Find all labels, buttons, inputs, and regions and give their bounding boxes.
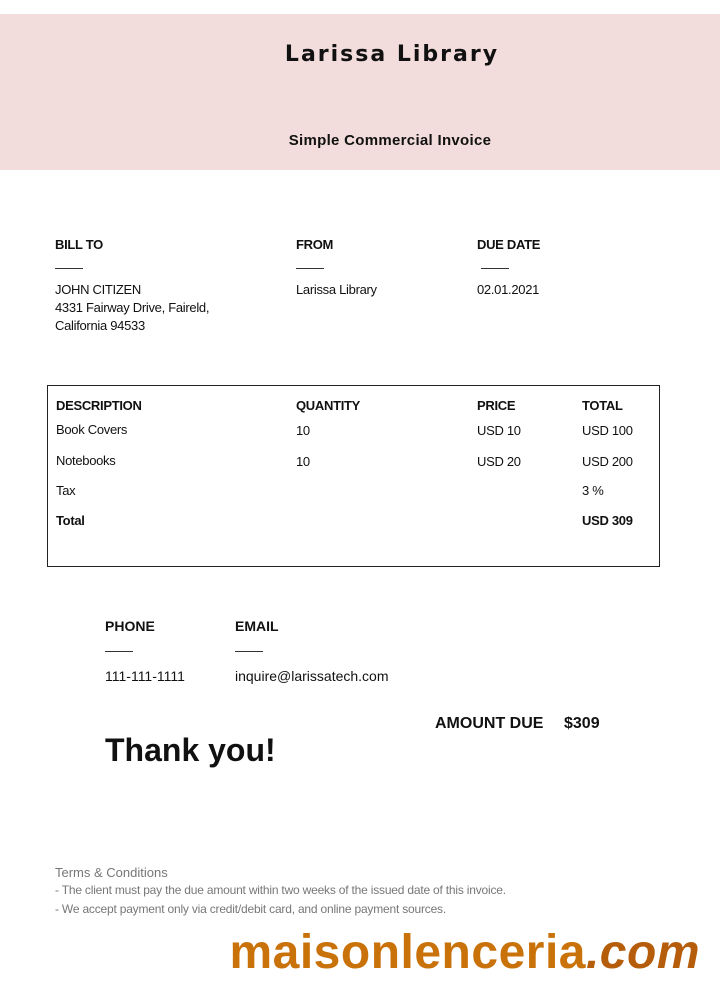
column-header-description: DESCRIPTION xyxy=(56,398,142,413)
amount-due-label: AMOUNT DUE xyxy=(435,715,544,732)
due-date-label: DUE DATE xyxy=(477,237,541,252)
bill-to-name: JOHN CITIZEN xyxy=(55,282,141,297)
terms-title: Terms & Conditions xyxy=(55,865,168,880)
from-divider xyxy=(296,268,324,269)
row-3-total: 3 % xyxy=(582,483,604,498)
amount-due-value: $309 xyxy=(564,715,600,732)
row-1-price: USD 10 xyxy=(477,423,521,438)
terms-line-1: - The client must pay the due amount within two weeks of the issued date of this invoice. xyxy=(55,883,506,897)
phone-value: 111-111-1111 xyxy=(105,668,185,684)
watermark-tld: .com xyxy=(585,926,700,979)
bill-to-label: BILL TO xyxy=(55,237,103,252)
row-3-description: Tax xyxy=(56,483,76,498)
bill-to-address-line1: 4331 Fairway Drive, Faireld, xyxy=(55,300,210,315)
column-header-quantity: QUANTITY xyxy=(296,398,361,413)
phone-divider xyxy=(105,651,133,652)
due-date-value: 02.01.2021 xyxy=(477,282,540,297)
column-header-total: TOTAL xyxy=(582,398,623,413)
email-divider xyxy=(235,651,263,652)
row-2-quantity: 10 xyxy=(296,454,310,469)
total-row-label: Total xyxy=(56,513,85,528)
phone-label: PHONE xyxy=(105,618,155,634)
terms-line-2: - We accept payment only via credit/debit card, and online payment sources. xyxy=(55,902,446,916)
from-name: Larissa Library xyxy=(296,282,377,297)
due-date-divider xyxy=(481,268,509,269)
bill-to-divider xyxy=(55,268,83,269)
email-label: EMAIL xyxy=(235,618,279,634)
company-title: Larissa Library xyxy=(284,42,500,67)
invoice-subtitle: Simple Commercial Invoice xyxy=(288,132,492,149)
from-label: FROM xyxy=(296,237,334,252)
row-2-total: USD 200 xyxy=(582,454,633,469)
thank-you-heading: Thank you! xyxy=(105,732,276,768)
watermark-name: maisonlenceria xyxy=(229,926,586,979)
total-row-value: USD 309 xyxy=(582,513,633,528)
row-2-price: USD 20 xyxy=(477,454,521,469)
row-1-quantity: 10 xyxy=(296,423,310,438)
row-1-total: USD 100 xyxy=(582,423,633,438)
column-header-price: PRICE xyxy=(477,398,516,413)
email-value: inquire@larissatech.com xyxy=(235,668,389,684)
row-1-description: Book Covers xyxy=(56,422,128,437)
row-2-description: Notebooks xyxy=(56,453,116,468)
watermark-logo xyxy=(229,925,700,980)
bill-to-address-line2: California 94533 xyxy=(55,318,145,333)
